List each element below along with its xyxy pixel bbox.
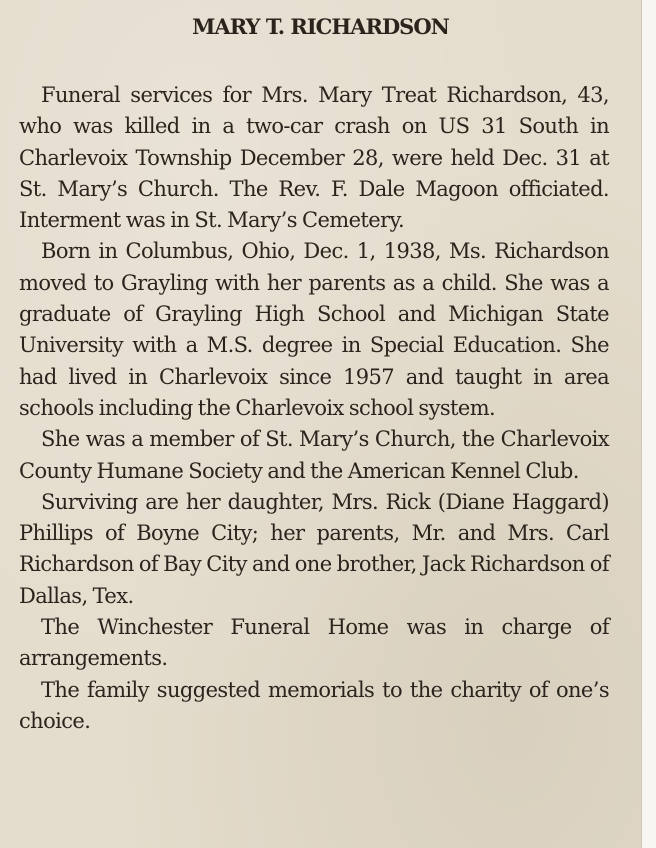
paragraph-biography: Born in Columbus, Ohio, Dec. 1, 1938, Ms. Richardson moved to Grayling with her parents as a child. She was a graduate of Grayling High School and Michigan State University with a M.S. degree in Special Education. She had lived in Charlevoix since 1957 and taught in area schools including the Charlevoix school system.: [19, 239, 609, 420]
obituary-body: [19, 80, 609, 737]
page-margin: [641, 0, 656, 848]
paragraph-memberships: She was a member of St. Mary’s Church, the Charlevoix County Humane Society and the American Kennel Club.: [19, 427, 609, 483]
obituary-headline: MARY T. RICHARDSON: [192, 14, 449, 39]
paragraph-arrangements: The Winchester Funeral Home was in charge of arrangements.: [19, 615, 609, 671]
paragraph-survivors: Surviving are her daughter, Mrs. Rick (Diane Haggard) Phillips of Boyne City; her parents, Mr. and Mrs. Carl Richardson of Bay City and one brother, Jack Richardson of Dallas, Tex.: [19, 489, 609, 608]
paragraph-memorials: The family suggested memorials to the charity of one’s choice.: [19, 677, 609, 733]
paragraph-funeral-services: Funeral services for Mrs. Mary Treat Richardson, 43, who was killed in a two-car crash on US 31 South in Charlevoix Township December 28, were held Dec. 31 at St. Mary’s Church. The Rev. F. Dale Magoon officiated. Interment was in St. Mary’s Cemetery.: [19, 83, 609, 233]
